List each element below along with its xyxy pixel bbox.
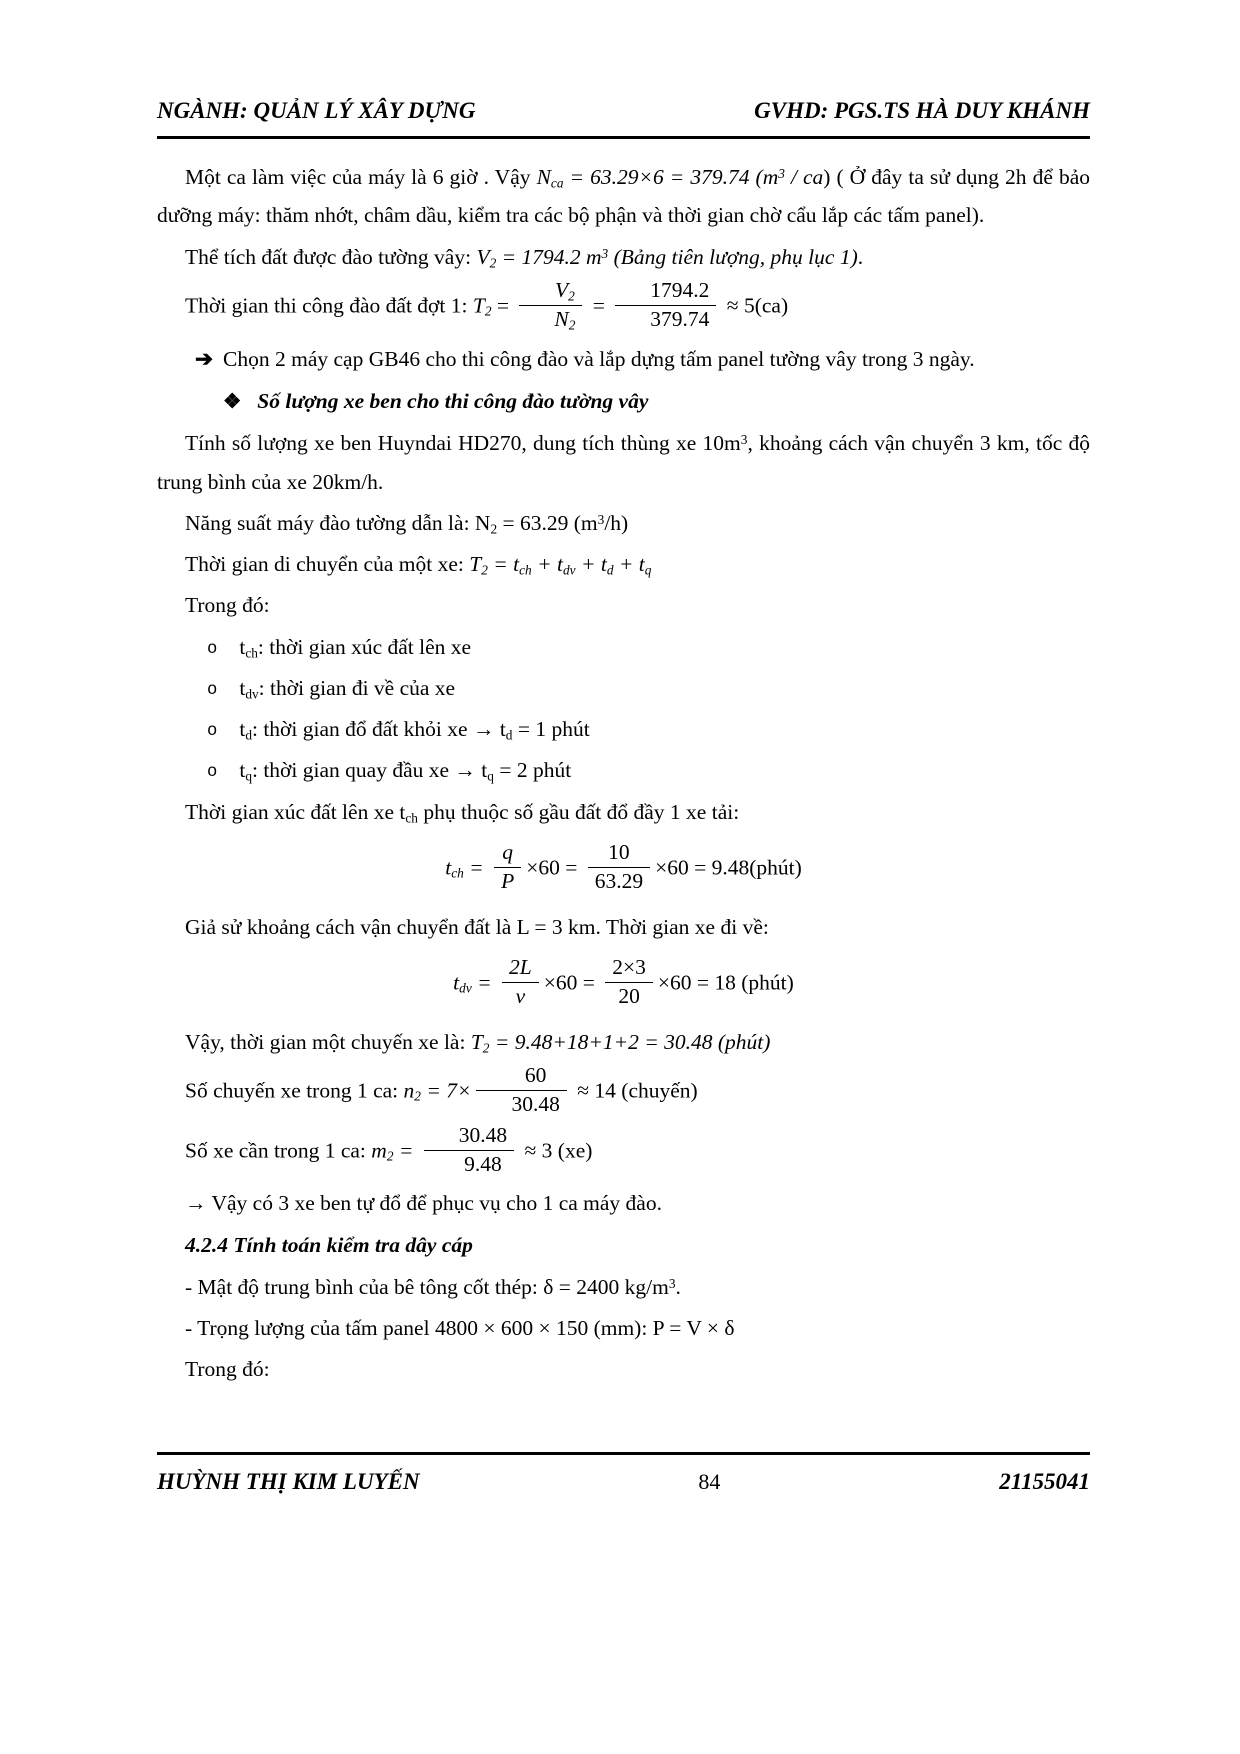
fraction-denominator — [494, 868, 521, 896]
text-run: ≈ 5(ca) — [721, 293, 789, 318]
diamond-list-marker: ❖ — [223, 390, 242, 413]
text-run: d — [606, 562, 614, 578]
text-run: Thời gian xúc đất lên xe t — [185, 799, 406, 824]
paragraph-distance-assumption — [157, 908, 1090, 946]
text-run: q — [644, 562, 652, 578]
text-run: 3 — [597, 511, 605, 527]
text-run: n — [403, 1078, 415, 1103]
text-run: ch — [245, 644, 258, 660]
fraction-denominator — [502, 983, 539, 1011]
text-run: 1794.2 — [650, 277, 710, 302]
text-run: 30.48 — [511, 1092, 560, 1117]
fraction — [588, 839, 650, 896]
fraction-numerator — [494, 839, 521, 868]
text-run: t — [239, 634, 246, 659]
text-run: v — [515, 984, 526, 1009]
text-run: Số xe cần trong 1 ca: — [185, 1138, 372, 1163]
fraction-numerator — [605, 954, 653, 983]
text-run: q — [245, 768, 252, 784]
text-run: 3 — [601, 245, 609, 261]
text-run: V — [476, 244, 490, 269]
conclusion-machines — [195, 340, 1090, 378]
text-run: Một ca làm việc của máy là 6 giờ . Vậy — [185, 165, 537, 189]
text-run: N — [536, 165, 551, 189]
text-run: = 7× — [420, 1078, 472, 1103]
paragraph-trong-do-1 — [157, 586, 1090, 624]
bullet-td — [207, 710, 1090, 748]
text-run: : thời gian đi về của xe — [258, 675, 456, 700]
text-run: 2 — [484, 303, 492, 319]
text-run: 2 — [489, 254, 497, 270]
text-run: . — [857, 244, 864, 269]
fraction — [502, 954, 539, 1011]
text-run: t — [239, 758, 246, 783]
text-run: Số chuyến xe trong 1 ca: — [185, 1078, 404, 1103]
text-run: t — [600, 552, 607, 577]
text-run: t — [638, 552, 645, 577]
text-run: 2 — [481, 562, 488, 578]
text-run: t — [239, 675, 246, 700]
bullet-tdv — [207, 669, 1090, 707]
text-run: - Mật độ trung bình của bê tông cốt thép: δ = 2400 kg/m — [185, 1274, 669, 1299]
footer-student-id: 21155041 — [999, 1469, 1090, 1494]
o-list-marker: o — [207, 763, 218, 783]
text-run: ≈ 3 (xe) — [519, 1138, 593, 1163]
text-run: = — [393, 1138, 419, 1163]
text-run: Số lượng xe ben cho thi công đào tường vây — [257, 388, 649, 413]
text-run: 2×3 — [612, 955, 646, 980]
o-list-marker: o — [207, 722, 218, 742]
text-run: T — [472, 293, 485, 318]
paragraph-trucks-conclusion — [157, 1184, 1090, 1222]
subsection-trucks-heading — [223, 382, 1090, 420]
paragraph-tch-intro — [157, 793, 1090, 831]
fraction — [476, 1062, 566, 1119]
formula-tch — [157, 841, 1090, 898]
fraction-numerator — [476, 1062, 566, 1091]
text-run: → Vậy có 3 xe ben tự đổ để phục vụ cho 1 ca máy đào. — [185, 1190, 662, 1215]
fraction-numerator — [519, 277, 582, 306]
text-run: q — [487, 768, 494, 784]
text-run: + — [575, 552, 601, 577]
fraction — [494, 839, 521, 896]
text-run: Năng suất máy đào tường dẫn là: N — [185, 510, 491, 535]
footer-author-name: HUỲNH THỊ KIM LUYẾN — [157, 1469, 420, 1494]
text-run: = — [491, 293, 515, 318]
text-run: dv — [245, 686, 259, 702]
text-run: = — [587, 293, 611, 318]
fraction-numerator — [615, 277, 716, 306]
fraction-denominator — [476, 1091, 566, 1119]
text-run: / ca — [784, 165, 824, 189]
text-run: t — [445, 855, 452, 880]
fraction-denominator — [424, 1151, 514, 1179]
document-body — [157, 158, 1090, 1391]
page-footer — [157, 1452, 1090, 1495]
text-run: q — [502, 839, 513, 864]
text-run: (Bảng tiên lượng, phụ lục 1) — [613, 244, 858, 269]
fraction — [424, 1122, 514, 1179]
text-run: = — [487, 552, 514, 577]
fraction — [615, 277, 716, 334]
bullet-tch — [207, 628, 1090, 666]
fraction-denominator — [519, 306, 582, 334]
page-number: 84 — [698, 1469, 721, 1494]
text-run: : thời gian xúc đất lên xe — [257, 634, 472, 659]
text-run: m — [371, 1138, 387, 1163]
text-run: ) ( Ở đây ta sử dụng 2h để bảo dưỡng máy: thăm nhớt, châm dầu, kiểm tra các bộ phận và thời gian chờ cẩu lắp các tấm panel). — [157, 165, 1090, 228]
section-heading-424 — [185, 1226, 1090, 1264]
paragraph-truck-specs — [157, 424, 1090, 501]
text-run: N — [554, 306, 569, 331]
fraction-numerator — [588, 839, 650, 868]
text-run: ch — [405, 810, 418, 825]
text-run: Thể tích đất được đào tường vây: — [185, 244, 477, 269]
paragraph-excavation-volume — [157, 238, 1090, 276]
text-run: 3 — [740, 432, 748, 448]
paragraph-travel-time-formula — [157, 545, 1090, 583]
text-run: T — [469, 552, 482, 577]
text-run: Chọn 2 máy cạp GB46 cho thi công đào và lắp dựng tấm panel tường vây trong 3 ngày. — [223, 346, 975, 371]
header-department: NGÀNH: QUẢN LÝ XÂY DỰNG — [157, 98, 476, 123]
text-run: d — [505, 727, 513, 743]
paragraph-trucks-needed — [157, 1124, 1090, 1181]
text-run: phụ thuộc số gầu đất đổ đầy 1 xe tải: — [417, 799, 740, 824]
text-run: 9.48 — [464, 1152, 502, 1177]
fraction-denominator — [615, 306, 716, 334]
arrow-list-marker: ➔ — [195, 346, 214, 371]
text-run: 2 — [414, 1088, 421, 1104]
text-run: dv — [459, 980, 472, 996]
text-run: Trong đó: — [185, 593, 270, 618]
text-run: = 63.29 (m — [497, 510, 598, 535]
text-run: 2 — [490, 521, 498, 537]
text-run: 2 — [482, 1040, 490, 1056]
text-run: ×60 = 18 (phút) — [657, 970, 794, 995]
text-run: + — [531, 552, 557, 577]
text-run: t — [239, 717, 246, 742]
text-run: 60 — [524, 1063, 547, 1088]
text-run: 10 — [608, 839, 630, 864]
text-run: + — [613, 552, 639, 577]
text-run: Thời gian thi công đào đất đợt 1: — [185, 293, 473, 318]
text-run: 2L — [509, 955, 532, 980]
text-run: dv — [562, 562, 576, 578]
text-run: 30.48 — [458, 1123, 508, 1148]
text-run: 2 — [386, 1148, 394, 1164]
text-run: Vậy, thời gian một chuyến xe là: — [185, 1029, 471, 1054]
text-run: = 1 phút — [512, 717, 590, 742]
text-run: = 63.29×6 = 379.74 (m — [563, 165, 779, 189]
header-advisor: GVHD: PGS.TS HÀ DUY KHÁNH — [754, 98, 1090, 123]
text-run: ≈ 14 (chuyến) — [571, 1078, 698, 1103]
text-run: t — [513, 552, 520, 577]
text-run: t — [556, 552, 563, 577]
text-run: - Trọng lượng của tấm panel 4800 × 600 × 150 (mm): P = V × δ — [185, 1315, 735, 1340]
paragraph-productivity — [157, 504, 1090, 542]
text-run: , khoảng cách vận chuyển 3 km, tốc độ trung bình của xe 20km/h. — [157, 431, 1090, 494]
formula-tdv — [157, 956, 1090, 1013]
text-run: ×60 = 9.48(phút) — [655, 855, 802, 880]
fraction-numerator — [502, 954, 539, 983]
text-run: 20 — [618, 984, 640, 1009]
paragraph-panel-weight — [157, 1309, 1090, 1347]
text-run: 3 — [778, 166, 785, 182]
text-run: Giả sử khoảng cách vận chuyển đất là L = 3 km. Thời gian xe đi về: — [185, 914, 769, 939]
text-run: 2 — [568, 288, 575, 304]
text-run: t — [453, 970, 460, 995]
fraction — [519, 277, 582, 334]
text-run: 4.2.4 Tính toán kiểm tra dây cáp — [185, 1233, 473, 1258]
fraction-denominator — [588, 868, 650, 896]
text-run: ×60 = — [526, 855, 583, 880]
text-run: = 2 phút — [493, 758, 572, 783]
text-run: ca — [550, 175, 564, 191]
o-list-marker: o — [207, 680, 218, 700]
text-run: 63.29 — [594, 868, 644, 893]
text-run: : thời gian quay đầu xe → t — [251, 758, 488, 783]
text-run: T — [470, 1029, 483, 1054]
text-run: /h) — [604, 510, 629, 535]
text-run: ×60 = — [543, 970, 601, 995]
text-run: 379.74 — [650, 306, 710, 331]
text-run: 2 — [568, 317, 576, 333]
paragraph-trong-do-2 — [157, 1350, 1090, 1388]
paragraph-trips-per-shift — [157, 1064, 1090, 1121]
paragraph-trip-time — [157, 1023, 1090, 1061]
bullet-tq — [207, 751, 1090, 789]
o-list-marker: o — [207, 639, 218, 659]
text-run: Tính số lượng xe ben Huyndai HD270, dung tích thùng xe 10m — [185, 431, 741, 456]
text-run: = 1794.2 — [496, 244, 587, 269]
text-run: Trong đó: — [185, 1357, 270, 1382]
text-run: = — [471, 970, 498, 995]
text-run: P — [501, 868, 515, 893]
text-run: ch — [451, 865, 464, 881]
text-run: : thời gian đổ đất khỏi xe → t — [251, 717, 506, 742]
text-run: . — [675, 1274, 681, 1299]
text-run: = — [463, 855, 490, 880]
paragraph-shift-capacity — [157, 158, 1090, 235]
text-run: 3 — [668, 1275, 676, 1291]
text-run: d — [245, 727, 252, 743]
text-run: V — [554, 277, 569, 302]
fraction-denominator — [605, 983, 653, 1011]
text-run: Thời gian di chuyển của một xe: — [185, 552, 470, 577]
fraction — [605, 954, 653, 1011]
text-run: ch — [519, 562, 532, 578]
text-run: = 9.48+18+1+2 = 30.48 (phút) — [489, 1029, 771, 1054]
paragraph-excavation-duration — [157, 279, 1090, 336]
paragraph-density — [157, 1268, 1090, 1306]
text-run: m — [586, 244, 602, 269]
fraction-numerator — [424, 1122, 514, 1151]
page-header — [157, 98, 1090, 139]
